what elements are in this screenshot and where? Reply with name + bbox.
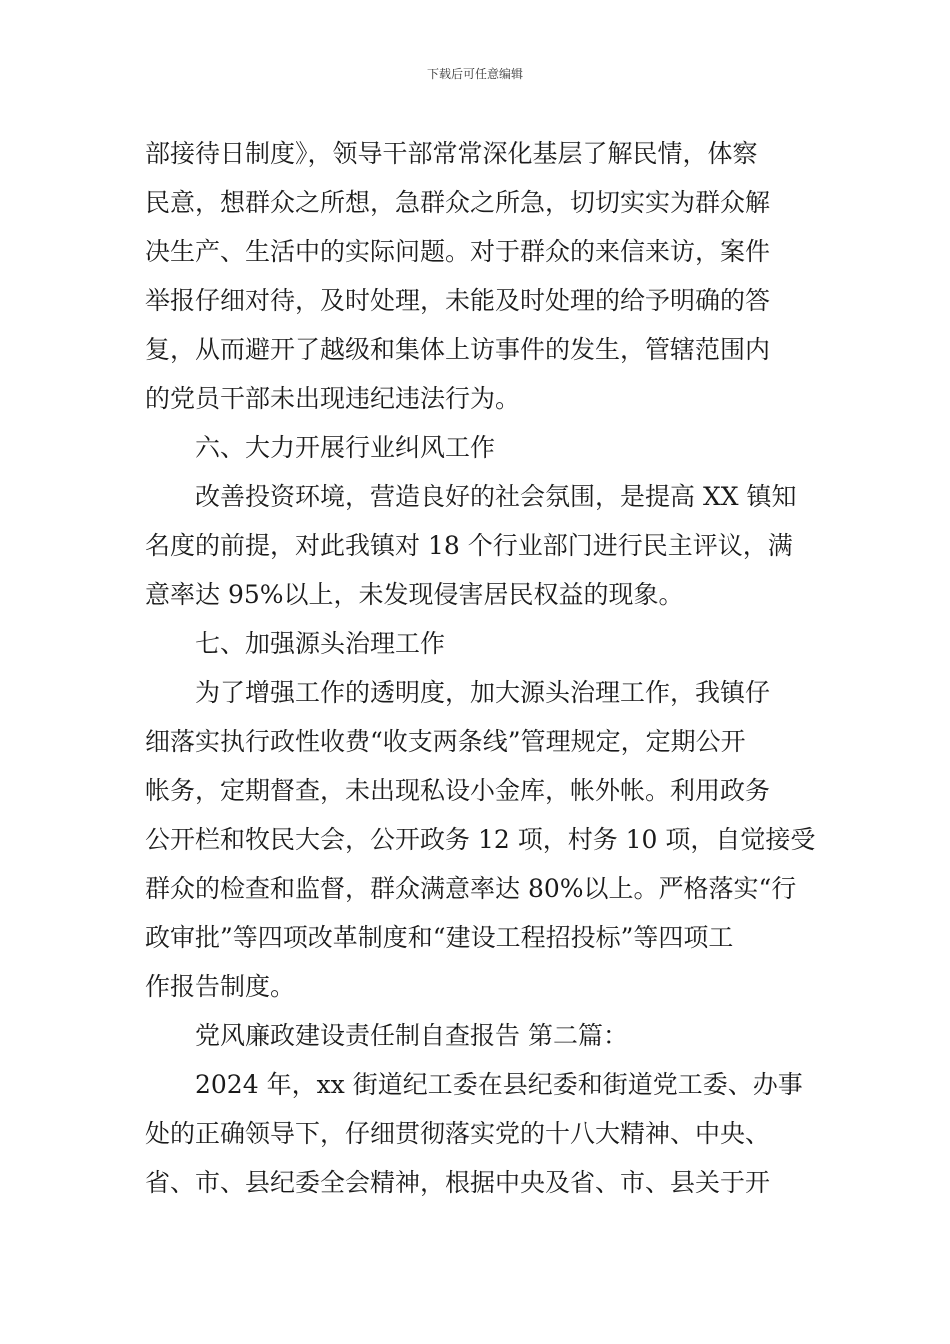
text-line: 处的正确领导下，仔细贯彻落实党的十八大精神、中央、 — [145, 1119, 771, 1148]
text-line: 的党员干部未出现违纪违法行为。 — [145, 384, 521, 413]
text-line: 决生产、生活中的实际问题。对于群众的来信来访，案件 — [145, 237, 771, 266]
section-heading-6: 六、大力开展行业纠风工作 — [195, 433, 496, 462]
section-heading-7: 七、加强源头治理工作 — [195, 629, 446, 658]
text-line: 群众的检查和监督，群众满意率达 80%以上。严格落实“行 — [145, 874, 797, 903]
text-line: 意率达 95%以上，未发现侵害居民权益的现象。 — [145, 580, 684, 609]
text-line: 政审批”等四项改革制度和“建设工程招投标”等四项工 — [145, 923, 734, 952]
text-line: 改善投资环境，营造良好的社会氛围，是提高 XX 镇知 — [195, 482, 797, 511]
text-line: 举报仔细对待，及时处理，未能及时处理的给予明确的答 — [145, 286, 771, 315]
text-line: 复，从而避开了越级和集体上访事件的发生，管辖范围内 — [145, 335, 771, 364]
text-line: 民意，想群众之所想，急群众之所急，切切实实为群众解 — [145, 188, 771, 217]
text-line: 细落实执行政性收费“收支两条线”管理规定，定期公开 — [145, 727, 746, 756]
text-line: 帐务，定期督查，未出现私设小金库，帐外帐。利用政务 — [145, 776, 771, 805]
text-line: 公开栏和牧民大会，公开政务 12 项，村务 10 项，自觉接受 — [145, 825, 816, 854]
text-line: 部接待日制度》，领导干部常常深化基层了解民情，体察 — [145, 139, 758, 168]
text-line: 名度的前提，对此我镇对 18 个行业部门进行民主评议，满 — [145, 531, 793, 560]
text-line: 为了增强工作的透明度，加大源头治理工作，我镇仔 — [195, 678, 771, 707]
text-line: 省、市、县纪委全会精神，根据中央及省、市、县关于开 — [145, 1168, 771, 1197]
page-header: 下载后可任意编辑 — [426, 67, 523, 81]
chapter-title: 党风廉政建设责任制自查报告 第二篇： — [195, 1021, 628, 1050]
text-line: 2024 年，xx 街道纪工委在县纪委和街道党工委、办事 — [195, 1070, 803, 1099]
text-line: 作报告制度。 — [145, 972, 296, 1001]
document-body — [145, 129, 816, 1207]
